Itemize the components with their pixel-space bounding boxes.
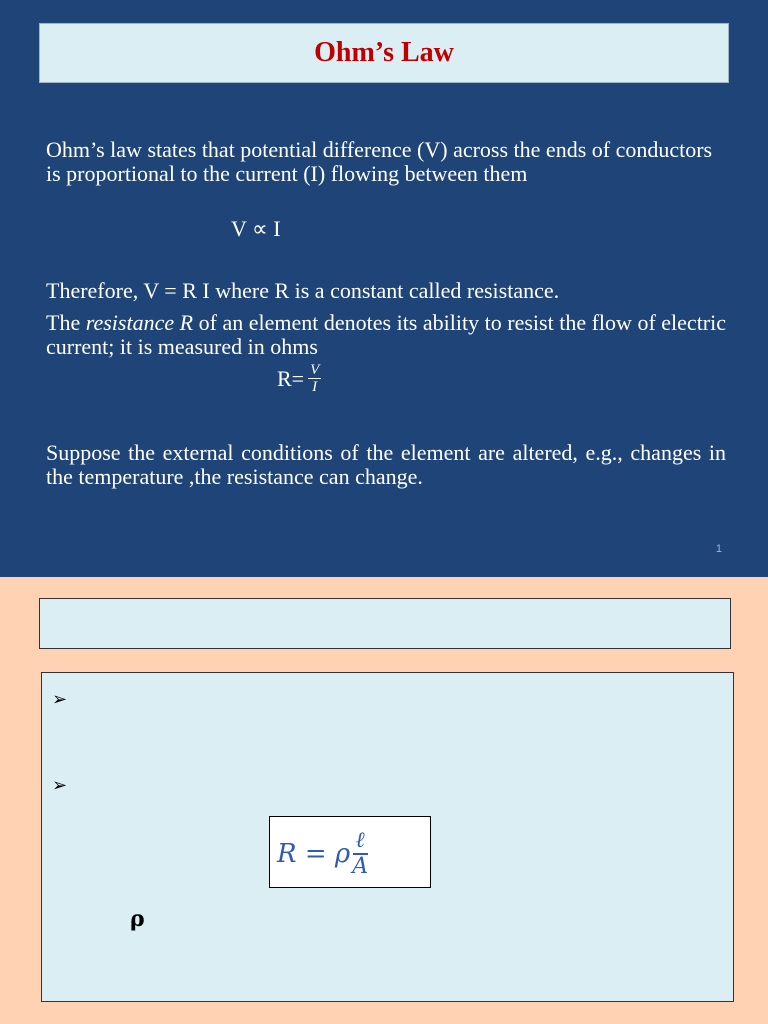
resistance-text-before: The bbox=[46, 310, 86, 335]
fraction-denominator: I bbox=[312, 379, 318, 395]
resistance-equation-paragraph: Therefore, V = R I where R is a constant called resistance. bbox=[46, 278, 560, 303]
equation-lhs: R = ρ bbox=[277, 839, 351, 869]
resistance-formula bbox=[277, 362, 321, 395]
equation-numerator: ℓ bbox=[353, 829, 368, 855]
slide-2-content-box bbox=[41, 672, 734, 1002]
equation-fraction bbox=[352, 829, 368, 879]
title-box bbox=[39, 23, 729, 83]
external-conditions-paragraph: Suppose the external conditions of the element are altered, e.g., changes in the temperature ,the resistance can change. bbox=[46, 440, 726, 489]
arrow-bullet-icon: ➢ bbox=[52, 775, 68, 796]
resistance-definition-paragraph bbox=[46, 311, 726, 359]
resistance-formula-lhs: R= bbox=[277, 365, 305, 391]
equation-denominator: A bbox=[352, 854, 369, 879]
page-number: 1 bbox=[715, 543, 722, 555]
slide-2-title-box bbox=[39, 598, 731, 649]
proportionality-formula: V ∝ I bbox=[231, 216, 281, 241]
resistivity-equation bbox=[277, 829, 368, 879]
resistance-text-after: of an element denotes its ability to resist the flow of electric current; it is measured in ohms bbox=[46, 310, 727, 359]
definition-paragraph: Ohm’s law states that potential difference (V) across the ends of conductors is proportional to the current (I) flowing between them bbox=[46, 137, 713, 186]
rho-symbol: ρ bbox=[130, 906, 145, 932]
resistance-italic-term: resistance R bbox=[85, 310, 194, 335]
resistivity-equation-box bbox=[269, 816, 431, 888]
resistance-fraction bbox=[308, 362, 321, 395]
arrow-bullet-icon: ➢ bbox=[52, 689, 68, 710]
slide-title: Ohm’s Law bbox=[314, 37, 454, 68]
fraction-numerator: V bbox=[310, 362, 320, 378]
